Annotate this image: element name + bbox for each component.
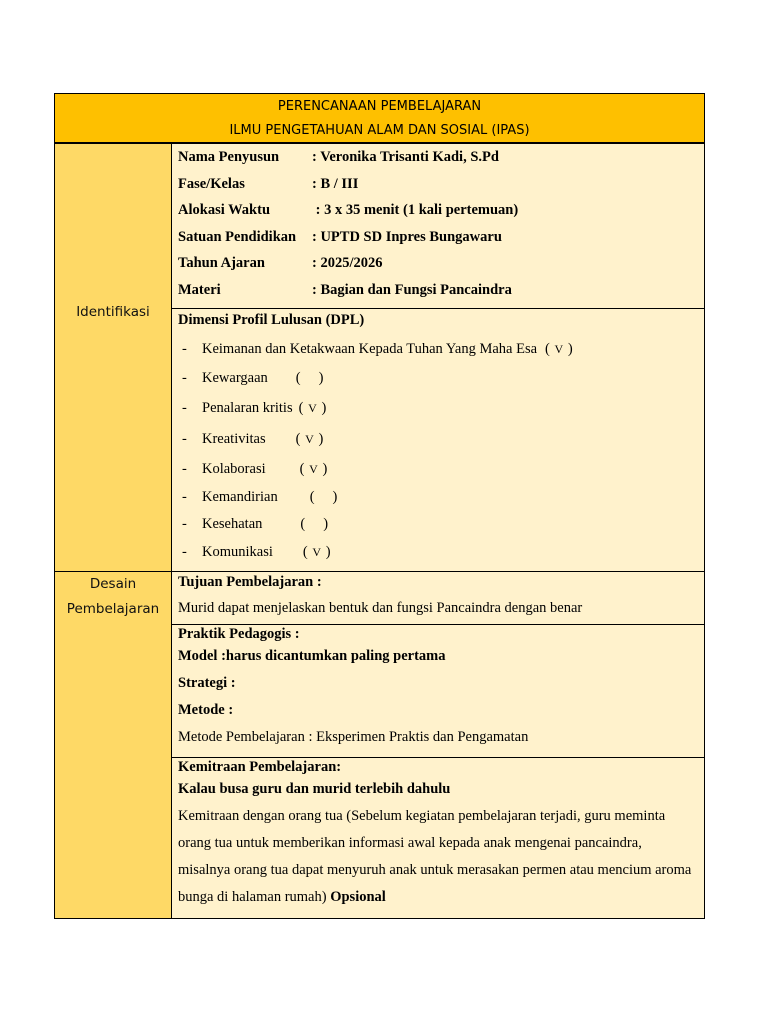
- kemitraan-optional: Opsional: [330, 889, 386, 905]
- dpl-label: Keimanan dan Ketakwaan Kepada Tuhan Yang Maha Esa: [202, 340, 538, 357]
- dpl-close-paren: ): [567, 340, 573, 357]
- desain-label-cell: [55, 572, 172, 919]
- dpl-label: Komunikasi: [202, 543, 273, 560]
- identifikasi-label-cell: [55, 144, 172, 572]
- dpl-close-paren: ): [321, 400, 327, 416]
- dpl-label: Kesehatan: [202, 516, 263, 532]
- header-title: PERENCANAAN PEMBELAJARAN: [277, 99, 482, 114]
- dpl-dash: -: [182, 543, 187, 560]
- tujuan-cell: [172, 572, 705, 625]
- identitas-cell: [172, 144, 705, 309]
- metode-title: Metode :: [178, 702, 234, 718]
- praktik-title: Praktik Pedagogis :: [178, 626, 300, 642]
- dpl-check-mark: V: [309, 462, 318, 476]
- desain-label-line2: Pembelajaran: [66, 601, 160, 617]
- dpl-check-mark: V: [305, 432, 314, 446]
- desain-label-line1: Desain: [89, 576, 137, 592]
- dpl-cell: [172, 309, 705, 572]
- identitas-value: : B / III: [312, 175, 359, 192]
- identitas-row: [178, 144, 704, 171]
- dpl-item: [178, 364, 704, 393]
- dpl-checkbox: [303, 544, 331, 561]
- identitas-key: Materi: [178, 281, 221, 298]
- dpl-close-paren: ): [322, 461, 328, 477]
- identitas-row: [178, 250, 704, 277]
- dpl-close-paren: ): [318, 431, 324, 447]
- identitas-value: : UPTD SD Inpres Bungawaru: [312, 228, 502, 245]
- dpl-close-paren: ): [323, 516, 329, 532]
- dpl-item: [178, 393, 704, 424]
- dpl-dash: -: [182, 370, 187, 386]
- identitas-key: Tahun Ajaran: [178, 255, 265, 272]
- dpl-check-mark: V: [312, 544, 322, 559]
- identitas-value: : Veronika Trisanti Kadi, S.Pd: [312, 149, 499, 165]
- dpl-check-mark: V: [308, 401, 317, 415]
- identitas-key: Alokasi Waktu: [178, 202, 271, 219]
- dpl-label: Kreativitas: [202, 431, 266, 447]
- dpl-open-paren: (: [302, 543, 308, 560]
- kemitraan-text: Kemitraan dengan orang tua (Sebelum kegiatan pembelajaran terjadi, guru meminta orang tua untuk memberikan informasi awal kepada anak mengenai pancaindra, misalnya orang tua dapat menyuruh anak untuk merasakan permen atau mencium aroma bunga di halaman rumah): [178, 808, 692, 905]
- metode-text: Metode Pembelajaran : Eksperimen Praktis dan Pengamatan: [178, 729, 529, 745]
- dpl-checkbox: [300, 461, 328, 478]
- tujuan-text: Murid dapat menjelaskan bentuk dan fungsi Pancaindra dengan benar: [178, 600, 583, 616]
- kemitraan-subtitle: Kalau busa guru dan murid terlebih dahulu: [178, 781, 451, 797]
- dpl-open-paren: (: [298, 400, 304, 416]
- dpl-open-paren: (: [309, 489, 315, 505]
- dpl-label: Kemandirian: [202, 489, 278, 505]
- identifikasi-label: Identifikasi: [76, 303, 150, 320]
- dpl-label: Penalaran kritis: [202, 400, 293, 416]
- dpl-checkbox: [310, 489, 338, 506]
- plan-table: [54, 143, 705, 919]
- identitas-value: : 3 x 35 menit (1 kali pertemuan): [312, 202, 519, 219]
- identitas-row: [178, 197, 704, 224]
- tujuan-title: Tujuan Pembelajaran :: [178, 574, 322, 590]
- dpl-checkbox: [299, 400, 327, 417]
- praktik-cell: [172, 625, 705, 758]
- dpl-item: [178, 538, 704, 566]
- identitas-value: : 2025/2026: [312, 255, 383, 272]
- dpl-label: Kolaborasi: [202, 461, 266, 477]
- dpl-checkbox: [545, 341, 573, 358]
- identitas-value: : Bagian dan Fungsi Pancaindra: [312, 281, 512, 298]
- identitas-row: [178, 171, 704, 198]
- dpl-dash: -: [182, 400, 187, 416]
- identitas-key: Fase/Kelas: [178, 175, 245, 192]
- dpl-list: [178, 330, 704, 566]
- dpl-open-paren: (: [295, 370, 301, 386]
- dpl-item: [178, 455, 704, 484]
- kemitraan-paragraph: [178, 803, 704, 911]
- dpl-open-paren: (: [545, 340, 550, 357]
- identitas-key: Satuan Pendidikan: [178, 228, 297, 245]
- strategi-text: Strategi :: [178, 675, 236, 691]
- dpl-checkbox: [296, 431, 324, 448]
- dpl-open-paren: (: [299, 461, 305, 477]
- document-header: [54, 93, 705, 143]
- dpl-dash: -: [182, 431, 187, 447]
- header-subtitle: ILMU PENGETAHUAN ALAM DAN SOSIAL (IPAS): [229, 123, 530, 138]
- identitas-key: Nama Penyusun: [178, 149, 280, 165]
- identitas-row: [178, 277, 704, 304]
- dpl-dash: -: [182, 461, 187, 477]
- dpl-check-mark: V: [554, 341, 564, 356]
- dpl-item: [178, 511, 704, 538]
- dpl-label: Kewargaan: [202, 370, 268, 386]
- dpl-title: Dimensi Profil Lulusan (DPL): [178, 312, 365, 328]
- dpl-dash: -: [182, 516, 187, 532]
- dpl-dash: -: [182, 340, 187, 357]
- dpl-dash: -: [182, 489, 187, 505]
- dpl-close-paren: ): [318, 370, 324, 386]
- dpl-close-paren: ): [332, 489, 338, 505]
- dpl-item: [178, 424, 704, 455]
- dpl-item: [178, 334, 704, 364]
- identitas-fields: [178, 144, 704, 304]
- identitas-row: [178, 224, 704, 251]
- dpl-open-paren: (: [295, 431, 301, 447]
- dpl-checkbox: [296, 370, 324, 387]
- dpl-item: [178, 484, 704, 511]
- dpl-open-paren: (: [300, 516, 306, 532]
- dpl-close-paren: ): [325, 543, 331, 560]
- model-text: Model :harus dicantumkan paling pertama: [178, 648, 446, 664]
- dpl-checkbox: [300, 516, 328, 533]
- kemitraan-cell: [172, 758, 705, 919]
- kemitraan-title: Kemitraan Pembelajaran:: [178, 759, 342, 775]
- lesson-plan-document: [54, 93, 705, 919]
